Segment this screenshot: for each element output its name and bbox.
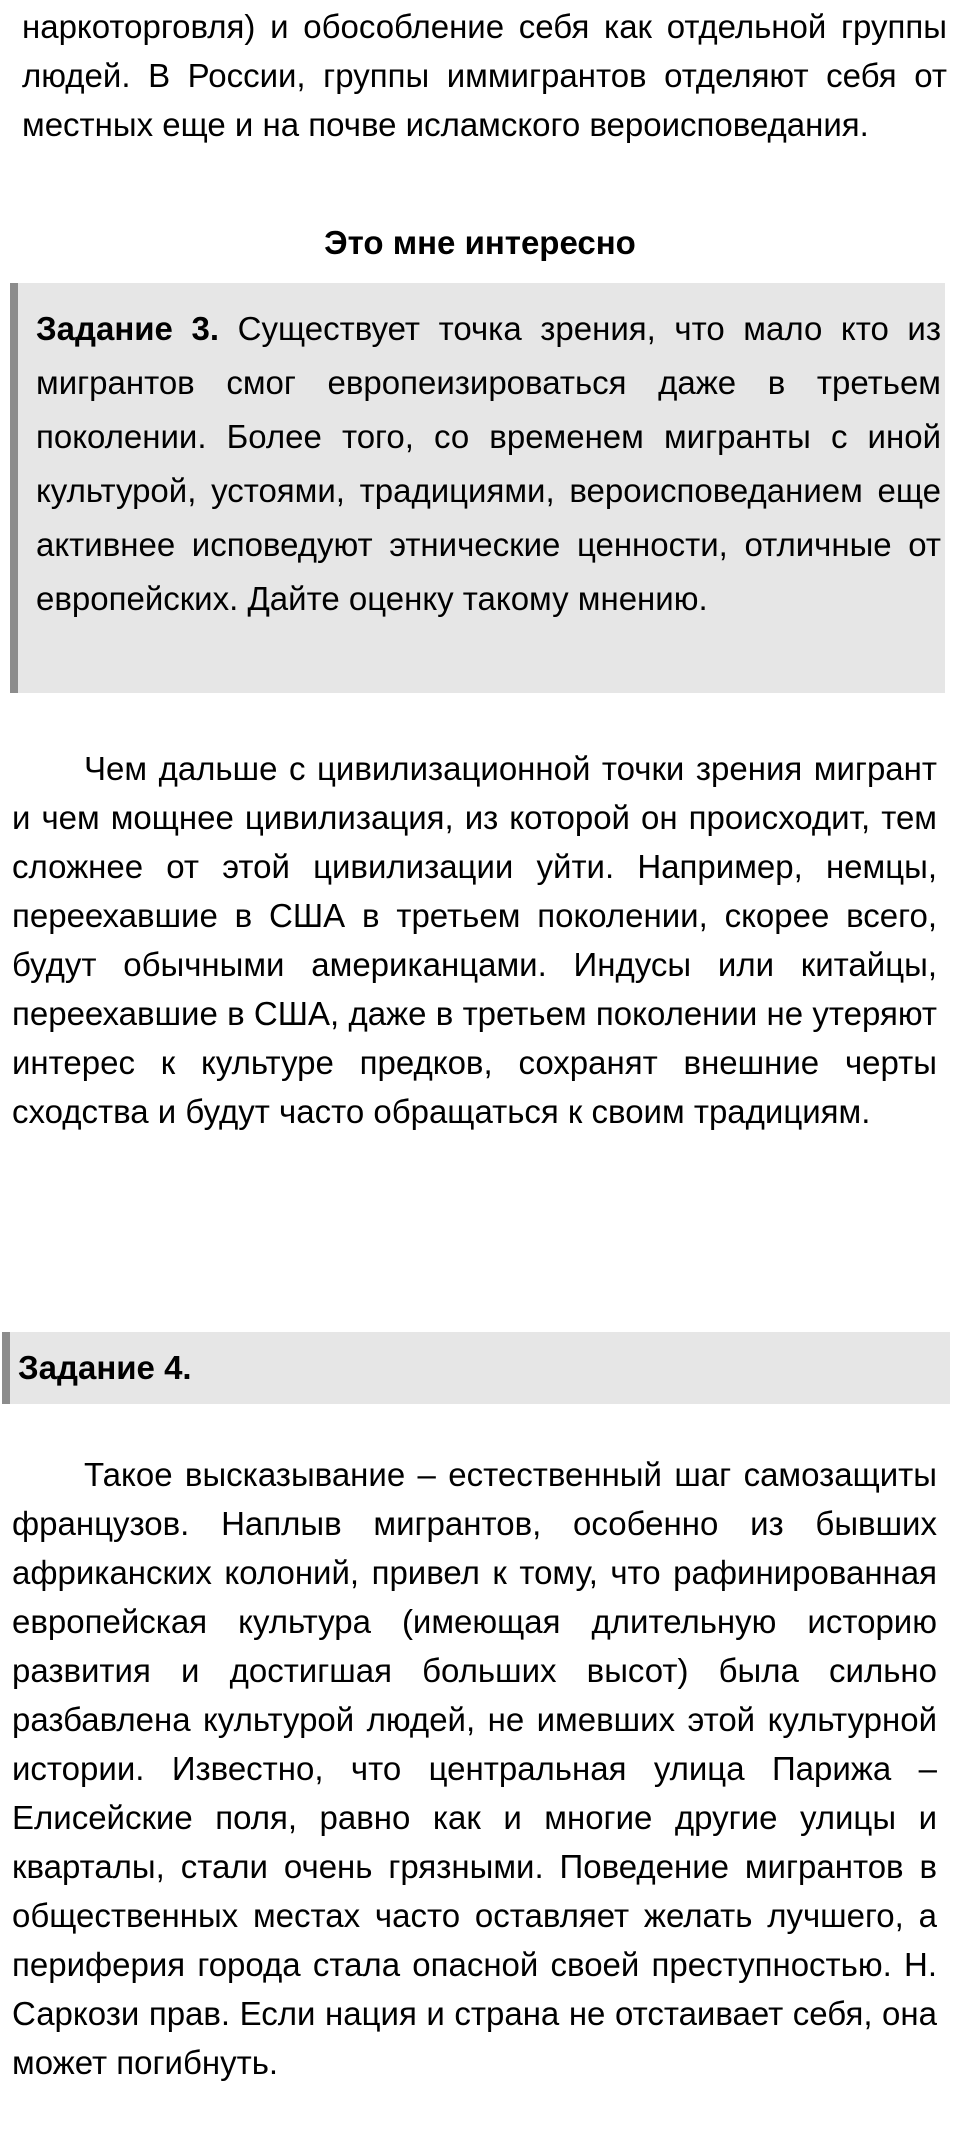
- task-4-answer: Такое высказывание – естественный шаг самозащиты французов. Наплыв мигрантов, особенно из бывших африканских колоний, привел к тому, что рафинированная европейская культура (имеющая длительную историю развития и достигшая больших высот) была сильно разбавлена культурой людей, не имевших этой культурной истории. Известно, что центральная улица Парижа – Елисейские поля, равно как и многие другие улицы и кварталы, стали очень грязными. Поведение мигрантов в общественных местах часто оставляет желать лучшего, а периферия города стала опасной своей преступностью. Н. Саркози прав. Если нация и страна не отстаивает себя, она может погибнуть.: [12, 1456, 937, 2081]
- task-3-answer: Чем дальше с цивилизационной точки зрения мигрант и чем мощнее цивилизация, из которой он происходит, тем сложнее от этой цивилизации уйти. Например, немцы, переехавшие в США в третьем поколении, скорее всего, будут обычными американцами. Индусы или китайцы, переехавшие в США, даже в третьем поколении не утеряют интерес к культуре предков, сохранят внешние черты сходства и будут часто обращаться к своим традициям.: [12, 750, 937, 1130]
- task-4-label: Задание 4.: [18, 1349, 192, 1386]
- task-3-label: Задание 3.: [36, 310, 220, 347]
- intro-paragraph: наркоторговля) и обособление себя как отдельной группы людей. В России, группы иммигрантов отделяют себя от местных еще и на почве исламского вероисповедания.: [22, 8, 947, 143]
- task-3-box: [10, 283, 945, 693]
- task-3-question: Существует точка зрения, что мало кто из мигрантов смог европеизироваться даже в третьем поколении. Более того, со временем мигранты с иной культурой, устоями, традициями, вероисповеданием еще активнее исповедуют этнические ценности, отличные от европейских. Дайте оценку такому мнению.: [36, 310, 941, 617]
- section-heading: Это мне интересно: [324, 224, 636, 261]
- task-4-box: [2, 1332, 950, 1404]
- task-3-prompt: [36, 302, 941, 626]
